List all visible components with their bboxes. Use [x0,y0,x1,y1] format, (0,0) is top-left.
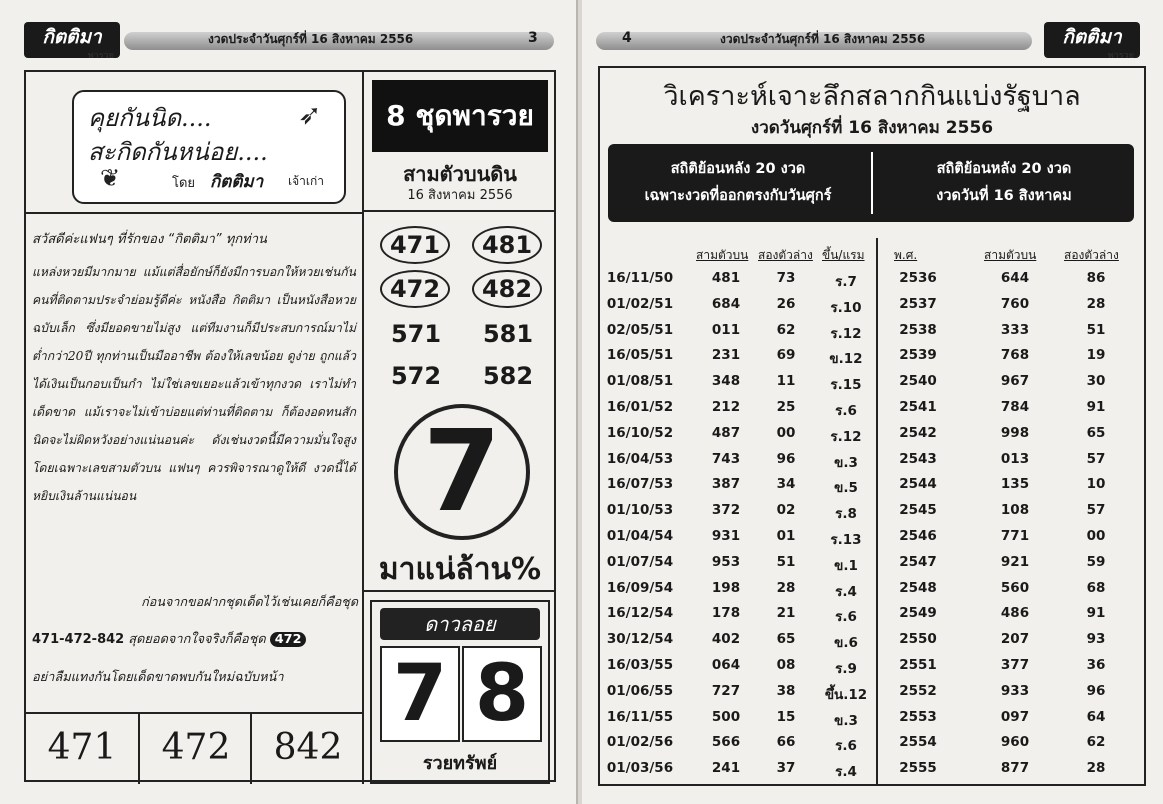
right-cell: 2542 [899,424,937,441]
left-cell: 66 [776,734,796,751]
table-row [600,554,1144,580]
right-cell: 2553 [899,708,937,725]
bottom-number: 842 [250,714,364,784]
left-cell: 62 [776,321,796,338]
left-cell: 481 [711,270,741,286]
analysis-subtitle: งวดวันศุกร์ที่ 16 สิงหาคม 2556 [750,118,994,138]
right-cell: 2537 [899,295,937,312]
right-cell: 207 [1000,631,1030,648]
left-cell: 96 [776,450,796,467]
banner-right-line-2: งวดวันที่ 16 สิงหาคม [936,188,1072,204]
brand-logo-sub: พารวย [87,51,114,61]
left-cell: 21 [776,605,796,622]
brand-logo-text: กิตติมา [1062,26,1122,48]
right-cell: 62 [1086,734,1106,751]
table-row [600,476,1144,502]
left-cell: 16/05/51 [606,347,674,364]
three-up-date: 16 สิงหาคม 2556 [407,188,513,203]
right-cell: 2538 [899,321,937,338]
right-cell: 57 [1086,450,1106,467]
left-cell: 34 [776,476,796,493]
left-cell: 51 [776,553,796,570]
left-cell: 684 [711,295,741,312]
right-cell: 486 [1000,605,1030,622]
left-cell: 402 [711,631,741,648]
right-cell: 097 [1000,708,1030,725]
left-cell: ร.10 [830,299,862,316]
left-cell: ข.6 [834,635,858,652]
table-row [600,296,1144,322]
right-cell: 91 [1086,399,1106,415]
left-cell: ร.7 [835,274,857,290]
joke-suffix: เจ้าเก่า [288,174,324,188]
stats-banner [608,144,1134,222]
series-numbers: 471-472-842 [32,632,125,647]
right-cell: 19 [1086,347,1106,364]
bottom-number: 472 [138,714,252,784]
bottom-number: 471 [47,727,117,768]
left-cell: ร.8 [835,506,857,523]
left-cell: ร.6 [835,403,857,419]
pair-number: 482 [472,270,542,308]
left-cell: 372 [711,502,741,519]
right-cell: 2549 [899,605,937,622]
left-cell: 178 [711,605,741,622]
table-row [600,425,1144,451]
right-cell: 933 [1000,682,1030,699]
pair-number: 582 [482,362,534,390]
left-cell: 25 [776,399,796,415]
left-cell: 01 [776,528,796,544]
left-cell: ร.12 [830,428,862,445]
leaf-icon: ❦ [100,164,121,192]
table-row [600,528,1144,554]
left-cell: 16/04/53 [606,450,674,467]
float-digit: 7 [380,646,460,742]
left-cell: 566 [711,734,741,751]
left-cell: ร.12 [830,325,862,342]
right-cell: 921 [1000,553,1030,570]
left-cell: ร.6 [835,609,857,626]
joke-box [72,90,346,204]
brand-logo [1044,22,1140,61]
right-header: สามตัวบน [984,248,1037,262]
three-up-title: สามตัวบนดิน [403,162,517,186]
right-cell: 2546 [899,528,937,544]
right-cell: 644 [1000,270,1030,286]
right-cell: 960 [1000,734,1030,751]
joke-line-1: คุยกันนิด.... [88,104,212,132]
left-cell: 16/11/55 [606,708,674,725]
left-cell: 953 [711,553,741,570]
signoff: อย่าลืมแทงกันโดยเด็ดขาดพบกันใหม่ฉบับหน้า [32,670,284,685]
analysis-box [598,66,1146,786]
right-cell: 2548 [899,579,937,596]
left-cell: ข.12 [829,351,863,368]
table-row [600,347,1144,373]
right-cell: 2550 [899,631,937,648]
page-3-header-title: งวดประจำวันศุกร์ที่ 16 สิงหาคม 2556 [208,32,414,46]
right-cell: 28 [1086,760,1106,777]
page-3-frame [24,70,556,782]
left-cell: 198 [711,579,741,596]
left-cell: 387 [711,476,741,493]
table-row [600,270,1144,296]
right-cell: 68 [1086,579,1106,596]
left-cell: ร.6 [835,738,857,755]
left-cell: 011 [711,321,741,338]
left-cell: 15 [776,708,796,725]
banner-right-line-1: สถิติย้อนหลัง 20 งวด [936,161,1072,177]
table-row [600,502,1144,528]
before-text: ก่อนจากขอฝากชุดเด็ดไว้เช่นเคยก็คือชุด [141,594,358,609]
left-cell: 11 [776,373,796,390]
left-cell: 02/05/51 [606,321,674,338]
right-cell: 2543 [899,450,937,467]
float-title: ดาวลอย [380,608,540,640]
page-3-header [0,18,576,62]
series-line [32,628,358,649]
right-cell: 108 [1000,502,1030,519]
left-cell: 65 [776,631,796,648]
right-cell: 877 [1000,760,1030,777]
brand-logo [24,22,120,61]
left-cell: 00 [776,424,796,441]
left-cell: ร.15 [830,377,862,394]
joke-by: โดย [172,176,196,191]
left-cell: 231 [711,347,741,364]
left-cell: 01/02/51 [606,295,674,312]
table-row [600,580,1144,606]
right-cell: 86 [1086,270,1106,286]
right-cell: 91 [1086,605,1106,622]
left-cell: ร.13 [830,532,862,548]
right-cell: 64 [1086,708,1106,725]
big-number: 7 [423,407,501,537]
left-cell: 01/07/54 [606,553,674,570]
right-header: สองตัวล่าง [1064,248,1119,262]
table-row [600,734,1144,760]
table-row [600,631,1144,657]
left-cell: ขึ้น.12 [824,686,868,703]
pair-number: 572 [390,362,442,390]
left-header: ขึ้น/แรม [822,248,865,262]
right-cell: 967 [1000,373,1030,390]
divider [364,210,556,212]
left-cell: 08 [776,657,796,673]
divider [364,590,556,592]
right-cell: 2552 [899,682,937,699]
right-cell: 59 [1086,553,1106,570]
table-row [600,709,1144,735]
page-4-header [582,18,1163,62]
right-cell: 135 [1000,476,1030,493]
table-row [600,399,1144,425]
table-row [600,760,1144,786]
sure-text: มาแน่ล้าน% [378,552,542,587]
left-header: สามตัวบน [696,248,749,262]
left-cell: 01/02/56 [606,734,674,751]
left-cell: 69 [776,347,796,364]
right-cell: 30 [1086,373,1106,390]
banner-left [608,156,868,210]
left-cell: ร.9 [835,661,857,677]
left-cell: 727 [711,682,741,699]
series-pick: 472 [270,632,307,647]
right-cell: 65 [1086,424,1106,441]
right-cell: 51 [1086,321,1106,338]
table-row [600,683,1144,709]
right-cell: 998 [1000,424,1030,441]
banner-divider [871,152,873,214]
left-cell: 38 [776,682,796,699]
table-row [600,322,1144,348]
right-cell: 93 [1086,631,1106,648]
table-row [600,373,1144,399]
right-cell: 377 [1000,657,1030,673]
table-row [600,605,1144,631]
left-cell: 28 [776,579,796,596]
banner-left-line-2: เฉพาะงวดที่ออกตรงกับวันศุกร์ [644,188,832,204]
banner-right [874,156,1134,210]
pair-number: 472 [380,270,450,308]
greeting: สวัสดีค่ะแฟนๆ ที่รักของ “กิตติมา” ทุกท่าน [32,232,267,247]
left-cell: 16/01/52 [606,399,674,415]
right-cell: 2555 [899,760,937,777]
left-cell: 16/03/55 [606,657,674,673]
right-cell: 10 [1086,476,1106,493]
page-3 [0,0,578,804]
banner-left-line-1: สถิติย้อนหลัง 20 งวด [670,161,806,177]
right-cell: 28 [1086,295,1106,312]
left-cell: 16/11/50 [606,270,674,286]
right-cell: 2551 [899,657,937,673]
right-cell: 013 [1000,450,1030,467]
left-cell: 16/10/52 [606,424,674,441]
left-header: สองตัวล่าง [758,248,813,262]
table-row [600,657,1144,683]
left-cell: 01/08/51 [606,373,674,390]
left-cell: 16/07/53 [606,476,674,493]
set-title: 8 ชุดพารวย [372,80,548,152]
right-cell: 2539 [899,347,937,364]
right-cell: 768 [1000,347,1030,364]
right-header: พ.ศ. [894,248,918,262]
left-cell: 348 [711,373,741,390]
right-cell: 2545 [899,502,937,519]
right-cell: 2544 [899,476,937,493]
left-cell: ข.3 [834,712,858,729]
right-cell: 2540 [899,373,937,390]
right-cell: 760 [1000,295,1030,312]
left-cell: 931 [711,528,741,544]
right-cell: 2541 [899,399,937,415]
right-cell: 2547 [899,553,937,570]
left-cell: ข.1 [834,557,858,574]
page-4-header-title: งวดประจำวันศุกร์ที่ 16 สิงหาคม 2556 [720,32,926,46]
right-cell: 771 [1000,528,1030,544]
left-cell: ข.3 [834,454,858,471]
left-cell: 064 [711,657,741,673]
float-caption: รวยทรัพย์ [422,753,498,774]
page-4 [582,0,1163,804]
right-cell: 560 [1000,579,1030,596]
table-row [600,451,1144,477]
left-cell: 26 [776,295,796,312]
pair-number: 471 [380,226,450,264]
left-cell: 01/10/53 [606,502,674,519]
feather-icon: ➶ [298,98,322,131]
left-cell: 487 [711,424,741,441]
right-cell: 36 [1086,657,1106,673]
right-cell: 00 [1086,528,1106,544]
right-cell: 2554 [899,734,937,751]
left-cell: 241 [711,760,741,777]
left-cell: 30/12/54 [606,631,674,648]
left-cell: 743 [711,450,741,467]
body-text: แหล่งหวยมีมากมาย แม้แต่สื่อยักษ์ก็ยังมีการบอกให้หวยเช่นกัน คนที่ติดตามประจำย่อมรู้ดีค่ะ หนังสือ กิตติมา เป็นหนังสือหวยฉบับเล็ก ซึ่งมียอดขายไม่สูง แต่ทีมงานก็มีประสบการณ์มาไม่ต่ำกว่า20ปี ทุกท่านเป็นมืออาชีพ ต้องให้เลขน้อย ดูง่าย ถูกแล้วได้เงินเป็นกอบเป็นกำ ไม่ใช่เลขเยอะแล้วเข้าทุกงวด เราไม่ทำเด็ดขาด แม้เราจะไม่เข้าบ่อยแต่ท่านที่ติดตาม ก็ต้องอดทนสักนิดจะไม่ผิดหวังอย่างแน่นอนค่ะ ดังเช่นงวดนี้มีความมั่นใจสูงโดยเฉพาะเลขสามตัวบน แฟนๆ ควรพิจารณาดูให้ดี งวดนี้ได้หยิบเงินล้านแน่นอน [32,265,356,503]
left-cell: 73 [776,270,796,286]
left-cell: 02 [776,502,796,519]
left-cell: 01/03/56 [606,760,674,777]
left-cell: 212 [711,399,741,415]
float-box [370,600,550,784]
right-cell: 96 [1086,682,1106,699]
left-cell: 500 [711,708,741,725]
page-3-number: 3 [528,30,538,46]
left-cell: 16/09/54 [606,579,674,596]
right-cell: 2536 [899,270,937,286]
left-cell: 01/06/55 [606,682,674,699]
divider [26,212,362,214]
joke-brand: กิตติมา [210,172,264,192]
analysis-title: วิเคราะห์เจาะลึกสลากกินแบ่งรัฐบาล [663,81,1081,112]
float-digit: 8 [462,646,542,742]
left-cell: ข.5 [834,480,858,497]
brand-logo-text: กิตติมา [42,26,102,48]
page-4-number: 4 [622,30,632,46]
left-cell: 37 [776,760,796,777]
left-cell: 01/04/54 [606,528,674,544]
pair-number: 581 [482,320,534,348]
left-cell: ร.4 [835,764,857,781]
right-cell: 333 [1000,321,1030,338]
joke-line-2: สะกิดกันหน่อย.... [88,138,268,166]
bottom-numbers [26,712,362,784]
pair-number: 571 [390,320,442,348]
right-cell: 784 [1000,399,1030,415]
left-cell: 16/12/54 [606,605,674,622]
big-number-circle [394,404,530,540]
pair-number: 481 [472,226,542,264]
brand-logo-sub: พารวย [1107,51,1134,61]
left-cell: ร.4 [835,583,857,600]
right-cell: 57 [1086,502,1106,519]
series-text: สุดยอดจากใจจริงก็คือชุด [128,632,266,647]
